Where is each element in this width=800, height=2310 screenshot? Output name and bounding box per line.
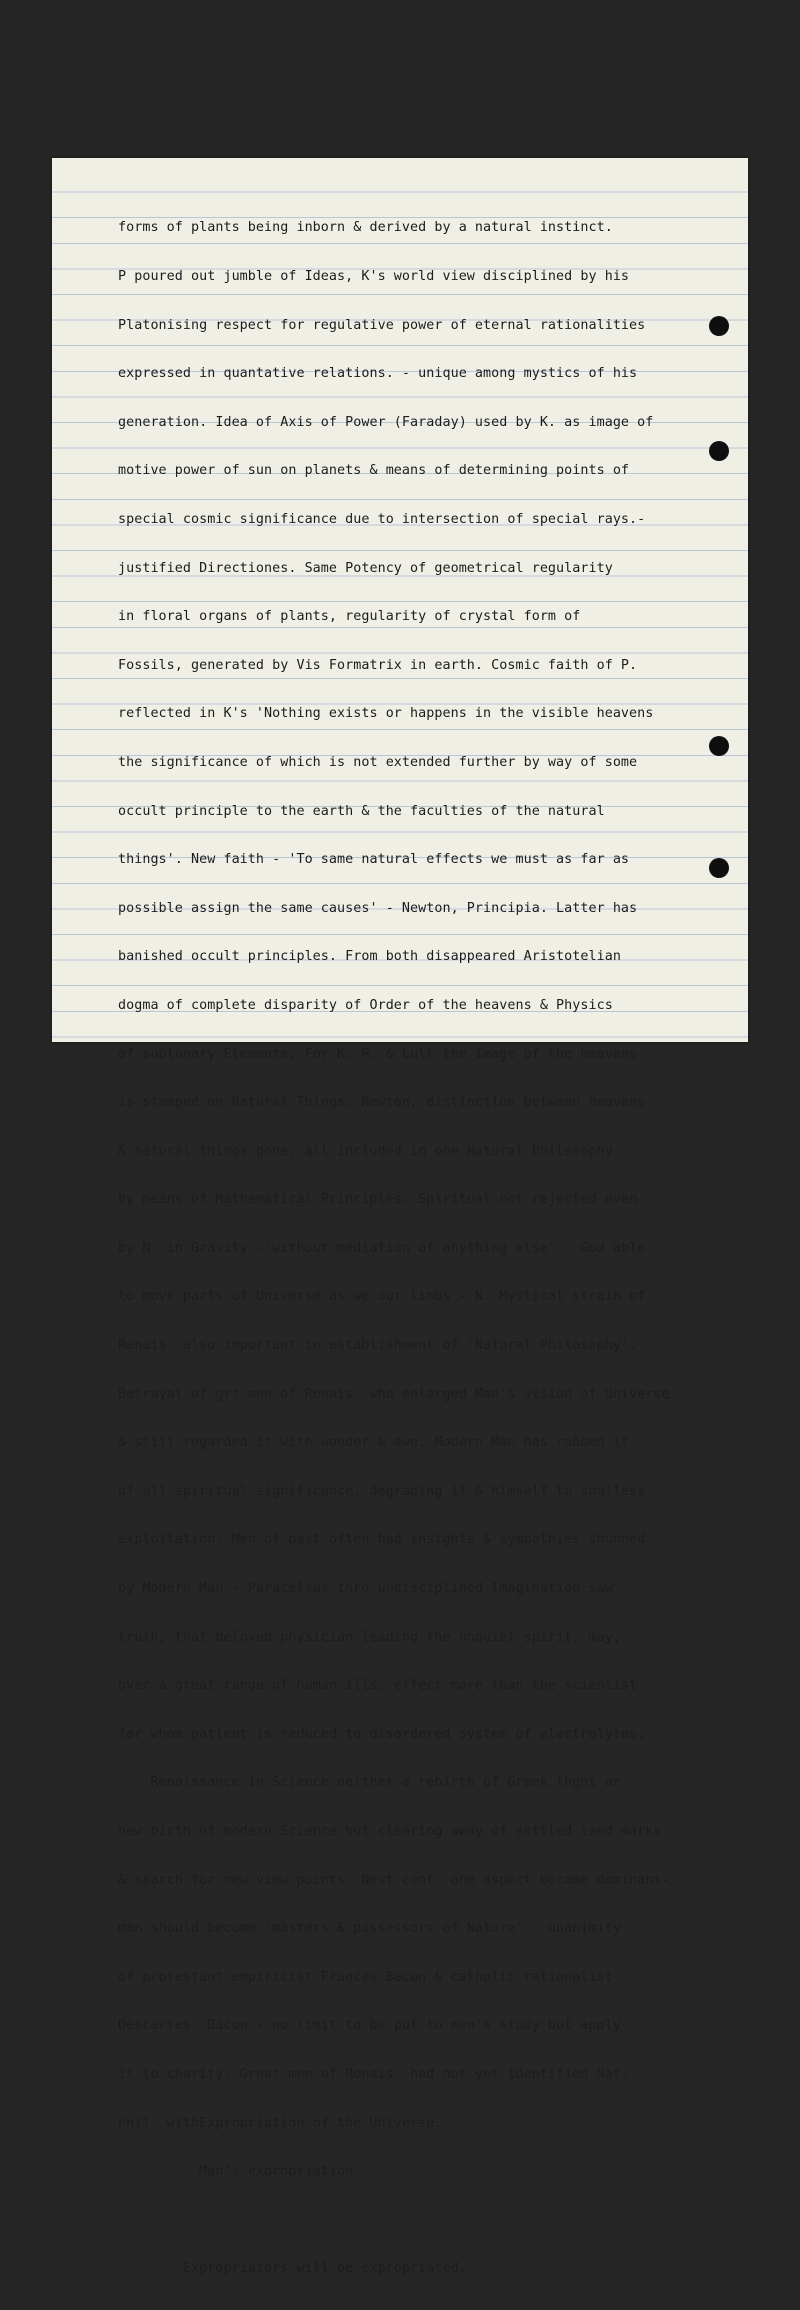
punch-hole: [709, 858, 729, 878]
text-line: reflected in K's 'Nothing exists or happens in the visible heavens: [118, 706, 654, 722]
text-line: to move parts of Universe as we our limbs - N. Mystical strain of: [118, 1289, 646, 1305]
text-line: & still regarded it with wonder & awe. Modern Man has robbed it: [118, 1435, 630, 1451]
text-line: [118, 2213, 670, 2229]
text-line: Platonising respect for regulative power of eternal rationalities: [118, 317, 646, 333]
text-line: Betrayal of grt men of Renais. who enlarged Man's vision of Universe: [118, 1386, 670, 1402]
text-line: Man's expropriation: [118, 2164, 354, 2180]
text-line: possible assign the same causes' - Newton, Principia. Latter has: [118, 900, 638, 916]
text-line: by Modern Man - Paracelsus thro undisciplined Imagination saw: [118, 1581, 613, 1597]
text-line: by means of Mathematical Principles. Spiritual not rejected even: [118, 1192, 638, 1208]
text-line: Phil. withExpropriation of the Universe.: [118, 2115, 443, 2131]
text-line: of all spiritual significance, degrading it & himself to soulless: [118, 1483, 646, 1499]
text-line: in floral organs of plants, regularity of crystal form of: [118, 609, 581, 625]
text-line: expressed in quantative relations. - unique among mystics of his: [118, 366, 638, 382]
text-line: motive power of sun on planets & means of determining points of: [118, 463, 630, 479]
text-line: & natural things gone, all included in one Natural Philosophy: [118, 1143, 613, 1159]
typed-page: [52, 158, 748, 2277]
text-line: truth, that beloved physician leading the unquiet spirit, may,: [118, 1629, 621, 1645]
typed-text: [118, 188, 670, 2310]
text-line: Renaissance in Science neither a rebirth of Greek thght or: [118, 1775, 621, 1791]
text-line: the significance of which is not extended further by way of some: [118, 754, 638, 770]
text-line: new birth of modern Science but clearing away of settled land marks: [118, 1824, 662, 1839]
text-line: for whom patient is reduced to disordered system of electrolytes.: [118, 1726, 646, 1742]
text-line: & search for new view points. Next cent. one aspect became dominant-: [118, 1872, 670, 1888]
text-line: things'. New faith - 'To same natural effects we must as far as: [118, 852, 630, 868]
text-line: exploitation. Men of past often had insights & sympathies shunned: [118, 1532, 646, 1548]
punch-hole: [709, 316, 729, 336]
text-line: justified Directiones. Same Potency of geometrical regularity: [118, 560, 613, 576]
text-line: it to charity. Great men of Renais. had not yet identified Nat.: [118, 2066, 630, 2082]
text-line: P poured out jumble of Ideas, K's world view disciplined by his: [118, 269, 630, 284]
text-line: forms of plants being inborn & derived by a natural instinct.: [118, 220, 613, 236]
text-line: occult principle to the earth & the faculties of the natural: [118, 803, 605, 819]
text-line: Descartes. Bacon - no limit to be put to men's study but apply: [118, 2018, 621, 2034]
text-line: dogma of complete disparity of Order of the heavens & Physics: [118, 997, 613, 1013]
text-line: over a great range of human ills, effect more than the scientist: [118, 1678, 638, 1694]
text-line: Renais. also important in establishment of 'Natural Philosophy'.: [118, 1338, 638, 1354]
text-line: special cosmic significance due to intersection of special rays.-: [118, 511, 646, 527]
text-line: generation. Idea of Axis of Power (Faraday) used by K. as image of: [118, 414, 654, 430]
text-line: is stamped on Natural Things. Newton, distinction between heavens: [118, 1095, 646, 1111]
punch-hole: [709, 736, 729, 756]
text-line: of sublunary Elements. For K. P. & Lull the Image of the heavens: [118, 1046, 638, 1062]
text-line: Fossils, generated by Vis Formatrix in earth. Cosmic faith of P.: [118, 657, 638, 673]
text-line: Expropriators will be expropriated.: [118, 2261, 467, 2277]
punch-hole: [709, 441, 729, 461]
text-line: man should become 'masters & possessors of Nature' - unanimity: [118, 1921, 621, 1937]
text-line: banished occult principles. From both disappeared Aristotelian: [118, 949, 621, 965]
text-line: by N. in Gravity -'without mediation of anything else' - God able: [118, 1240, 646, 1256]
text-line: of protestant empiricist Frances Bacon & catholic rationalist: [118, 1969, 613, 1985]
